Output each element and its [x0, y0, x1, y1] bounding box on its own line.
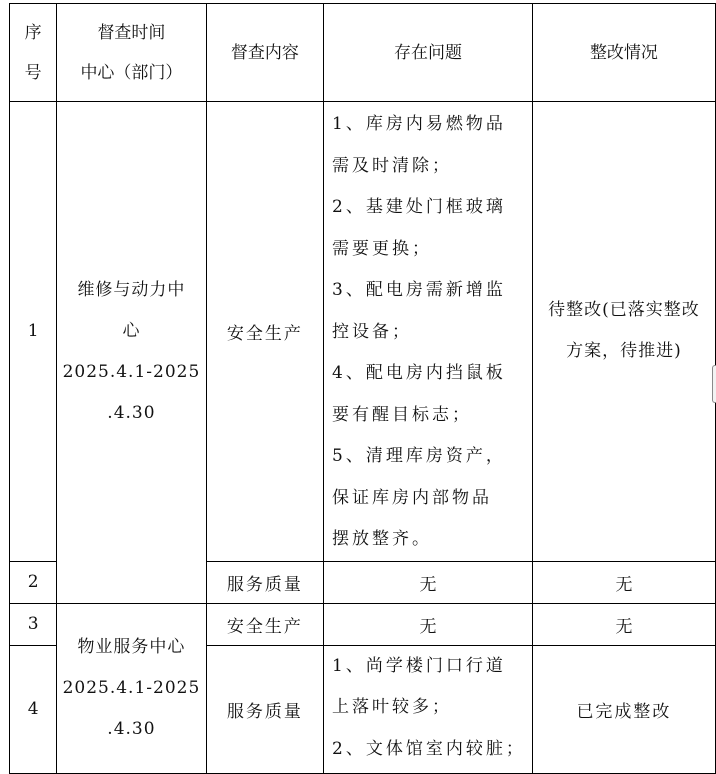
header-dept-line-1: 督查时间: [97, 22, 166, 43]
table-row: [10, 603, 716, 645]
dept-line: 2025.4.1-2025: [62, 677, 201, 698]
dept-line: .4.30: [107, 718, 156, 739]
header-dept-line-2: 中心（部门）: [80, 62, 183, 83]
row-1-status: [532, 102, 715, 562]
issue-line: 需及时清除；: [332, 155, 453, 176]
issue-line: 1、尚学楼门口行道: [332, 655, 506, 676]
row-1-content: 安全生产: [206, 102, 323, 562]
header-seq-line-2: 号: [24, 62, 42, 83]
row-2-content: 服务质量: [206, 561, 323, 603]
row-4-issues: [324, 645, 533, 773]
issue-line: 需要更换；: [332, 238, 433, 259]
header-status: 整改情况: [532, 4, 715, 102]
issue-line: 上落叶较多；: [332, 697, 453, 717]
dept-line: 2025.4.1-2025: [62, 362, 201, 383]
status-line: 方案，待推进): [566, 341, 682, 362]
scroll-handle[interactable]: [712, 365, 716, 403]
row-3-dept: [57, 603, 206, 773]
header-issues: 存在问题: [324, 4, 533, 102]
row-3-content: 安全生产: [206, 603, 323, 645]
header-seq-line-1: 序: [24, 22, 42, 43]
row-3-issues: 无: [324, 603, 533, 645]
row-1-seq: 1: [10, 102, 57, 562]
issue-line: 3、配电房需新增监: [332, 280, 506, 300]
issue-line: 2、基建处门框玻璃: [332, 197, 506, 217]
row-4-content: 服务质量: [206, 645, 323, 773]
header-seq: [10, 4, 57, 102]
issue-line: 1、库房内易燃物品: [332, 114, 506, 134]
row-1-dept: [57, 102, 206, 604]
dept-line: 维修与动力中: [77, 280, 186, 301]
header-content: 督查内容: [206, 4, 323, 102]
issue-line: 控设备；: [332, 321, 413, 342]
dept-line: .4.30: [107, 403, 156, 424]
table-header-row: [10, 4, 716, 102]
row-4-status: 已完成整改: [532, 645, 715, 773]
issue-line: 5、清理库房资产，: [332, 446, 506, 466]
issue-line: 2、文体馆室内较脏；: [332, 738, 526, 759]
row-1-issues: [324, 102, 533, 562]
table-row: [10, 102, 716, 562]
row-3-status: 无: [532, 603, 715, 645]
row-2-status: 无: [532, 561, 715, 603]
inspection-table: [9, 3, 716, 774]
dept-line: 物业服务中心: [77, 636, 186, 657]
header-dept: [57, 4, 206, 102]
issue-line: 保证库房内部物品: [332, 487, 493, 508]
row-4-seq: 4: [10, 645, 57, 773]
row-2-issues: 无: [324, 561, 533, 603]
row-2-seq: 2: [10, 561, 57, 603]
issue-line: 要有醒目标志；: [332, 404, 473, 425]
issue-line: 摆放整齐。: [332, 529, 433, 549]
status-line: 待整改(已落实整改: [548, 300, 700, 321]
row-3-seq: 3: [10, 603, 57, 645]
issue-line: 4、配电房内挡鼠板: [332, 363, 506, 383]
dept-line: 心: [122, 321, 141, 342]
